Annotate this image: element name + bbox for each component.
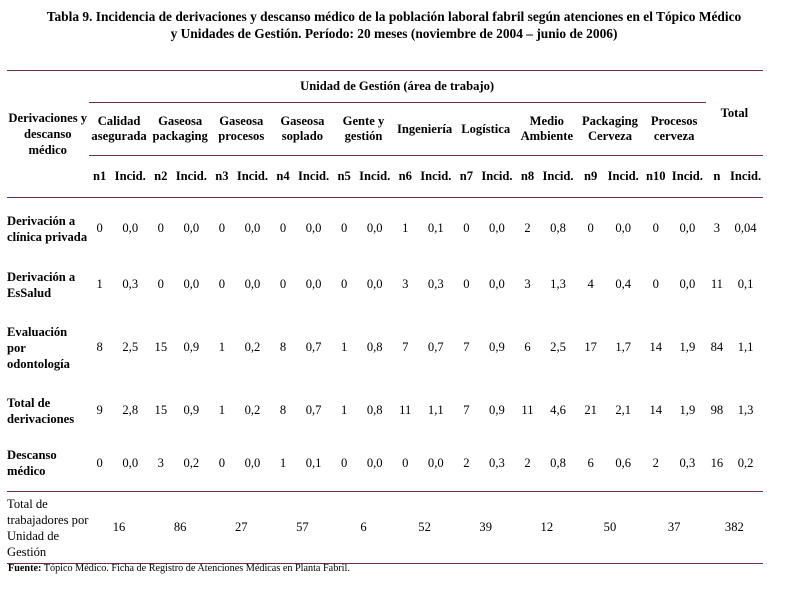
n-header: n10: [643, 156, 669, 198]
n-cell: 2: [524, 455, 531, 470]
n-header: n3: [211, 156, 233, 198]
incid-cell: 0,0: [478, 198, 517, 260]
n-cell: 8: [279, 340, 287, 354]
incid-cell: 0,8: [539, 198, 578, 260]
n-cell: 0: [340, 455, 348, 470]
total-header: Total: [706, 71, 763, 156]
unit-header: Packaging Cerveza: [581, 114, 638, 143]
n-cell: 14: [649, 340, 663, 354]
incid-cell: 0,8: [366, 403, 383, 417]
unit-header: Medio Ambiente: [520, 114, 574, 143]
n-cell: 1: [340, 403, 348, 417]
source-label: Fuente:: [8, 563, 42, 574]
table-row: [7, 198, 763, 260]
source-note: [8, 563, 350, 574]
incid-cell: 0,9: [489, 403, 505, 417]
n-cell: 0: [218, 455, 226, 470]
unit-header: Gaseosa soplado: [280, 114, 325, 143]
incid-cell: 1,7: [615, 340, 632, 354]
n-cell: 1: [218, 340, 226, 354]
unit-header: Ingeniería: [396, 121, 453, 136]
n-cell: 14: [649, 403, 663, 417]
subheader-row: [7, 156, 763, 198]
total-n-header: n: [706, 156, 728, 198]
n-cell: 4: [587, 277, 594, 291]
incid-cell: 0,0: [489, 277, 505, 291]
incid-header: Incid.: [172, 156, 211, 198]
incid-header: Incid.: [111, 156, 150, 198]
incid-cell: 0,0: [679, 277, 696, 291]
n-cell: 8: [96, 340, 103, 354]
n-cell: 16: [710, 455, 724, 470]
incid-cell: 0,0: [172, 198, 211, 260]
n-header: n6: [394, 156, 416, 198]
n-cell: 2: [463, 455, 470, 470]
totals-cell: 39: [455, 492, 516, 564]
incid-header: Incid.: [416, 156, 455, 198]
totals-cell: 86: [150, 492, 211, 564]
n-cell: 0: [333, 198, 355, 260]
row-header-label: Derivaciones y descanso médico: [7, 71, 89, 198]
incid-cell: 0,0: [366, 277, 383, 291]
incid-header: Incid.: [539, 156, 578, 198]
table-title: [6, 8, 782, 42]
n-header: n7: [455, 156, 477, 198]
row-label: Derivación a EsSalud: [7, 269, 76, 300]
incid-cell: 2,8: [122, 403, 139, 417]
incid-cell: 0,04: [728, 198, 763, 260]
incid-cell: 0,0: [669, 198, 706, 260]
incid-cell: 0,3: [122, 277, 139, 291]
incid-header: Incid.: [355, 156, 394, 198]
n-cell: 7: [463, 403, 470, 417]
incid-header: Incid.: [294, 156, 333, 198]
unit-header-row: [7, 103, 763, 156]
incid-cell: 0,0: [244, 455, 261, 470]
group-header: Unidad de Gestión (área de trabajo): [89, 71, 706, 103]
incid-cell: 2,5: [122, 340, 139, 354]
incid-header: Incid.: [604, 156, 643, 198]
totals-cell: 16: [89, 492, 150, 564]
incid-cell: 2,1: [615, 403, 632, 417]
n-cell: 0: [402, 455, 409, 470]
n-cell: 21: [584, 403, 597, 417]
incid-cell: 0,7: [427, 340, 444, 354]
n-cell: 11: [710, 277, 723, 291]
n-cell: 7: [402, 340, 409, 354]
n-cell: 2: [652, 455, 659, 470]
data-table: [7, 70, 763, 564]
totals-cell: 12: [516, 492, 577, 564]
n-cell: 17: [584, 340, 597, 354]
table-title-line-2: y Unidades de Gestión. Período: 20 meses (noviembre de 2004 – junio de 2006): [170, 26, 618, 41]
totals-cell: 50: [577, 492, 642, 564]
incid-cell: 0,6: [615, 455, 632, 470]
n-cell: 0: [643, 198, 669, 260]
row-label: Evaluación por odontología: [7, 324, 70, 371]
incid-cell: 1,9: [679, 340, 696, 354]
table-row: [7, 310, 763, 386]
incid-cell: 1,1: [427, 403, 444, 417]
unit-header: Gaseosa procesos: [218, 114, 265, 143]
n-cell: 0: [340, 277, 348, 291]
n-header: n5: [333, 156, 355, 198]
incid-cell: 0,8: [366, 340, 383, 354]
incid-cell: 4,6: [550, 403, 566, 417]
n-cell: 1: [340, 340, 348, 354]
n-cell: 0: [279, 277, 287, 291]
row-label: Descanso médico: [7, 448, 57, 479]
n-cell: 3: [524, 277, 531, 291]
n-header: n4: [272, 156, 294, 198]
incid-cell: 0,0: [604, 198, 643, 260]
table-body: [7, 198, 763, 492]
n-cell: 2: [516, 198, 538, 260]
totals-cell: 52: [394, 492, 455, 564]
incid-cell: 0,0: [111, 198, 150, 260]
incid-cell: 1,9: [679, 403, 696, 417]
n-cell: 9: [96, 403, 103, 417]
incid-cell: 0,0: [305, 277, 322, 291]
n-cell: 11: [521, 403, 534, 417]
incid-cell: 0,7: [305, 340, 322, 354]
n-cell: 0: [157, 277, 164, 291]
n-cell: 0: [150, 198, 172, 260]
incid-cell: 0,3: [679, 455, 696, 470]
incid-cell: 0,2: [244, 340, 261, 354]
unit-header: Logística: [461, 121, 511, 136]
n-cell: 15: [154, 340, 168, 354]
n-cell: 1: [218, 403, 226, 417]
table-title-line-1: Tabla 9. Incidencia de derivaciones y descanso médico de la población laboral fabril según atenciones en el Tópico Médico: [46, 9, 742, 24]
row-label: Total de derivaciones: [7, 395, 75, 426]
totals-cell: 37: [643, 492, 706, 564]
incid-cell: 0,0: [355, 198, 394, 260]
totals-cell: 6: [333, 492, 394, 564]
incid-header: Incid.: [478, 156, 517, 198]
unit-header: Procesos cerveza: [650, 114, 698, 143]
incid-cell: 1,3: [550, 277, 566, 291]
incid-cell: 0,0: [366, 455, 383, 470]
n-cell: 11: [399, 403, 412, 417]
n-header: n9: [577, 156, 603, 198]
n-cell: 0: [463, 277, 470, 291]
totals-row-label: Total de trabajadores por Unidad de Gestión: [7, 492, 89, 564]
table-row: [7, 386, 763, 436]
n-cell: 0: [89, 198, 111, 260]
incid-cell: 1,1: [737, 340, 754, 354]
incid-cell: 0,3: [489, 455, 505, 470]
incid-cell: 0,9: [489, 340, 505, 354]
incid-cell: 0,2: [183, 455, 200, 470]
incid-header: Incid.: [669, 156, 706, 198]
incid-cell: 0,7: [305, 403, 322, 417]
n-cell: 0: [455, 198, 477, 260]
n-header: n8: [516, 156, 538, 198]
incid-cell: 2,5: [550, 340, 566, 354]
incid-cell: 0,2: [737, 455, 754, 470]
n-cell: 6: [524, 340, 531, 354]
n-cell: 84: [710, 340, 724, 354]
unit-header: Calidad asegurada: [91, 114, 147, 143]
incid-cell: 0,4: [615, 277, 632, 291]
incid-cell: 1,3: [737, 403, 754, 417]
n-cell: 1: [96, 277, 103, 291]
source-text: Tópico Médico. Ficha de Registro de Atenciones Médicas en Planta Fabril.: [43, 563, 350, 574]
n-cell: 0: [272, 198, 294, 260]
n-cell: 0: [211, 198, 233, 260]
incid-header: Incid.: [233, 156, 272, 198]
incid-cell: 0,0: [244, 277, 261, 291]
incid-cell: 0,0: [233, 198, 272, 260]
n-cell: 1: [279, 455, 287, 470]
totals-cell: 27: [211, 492, 272, 564]
totals-cell-overall: 382: [706, 492, 763, 564]
table-row: [7, 260, 763, 310]
n-cell: 0: [218, 277, 226, 291]
total-incid-header: Incid.: [728, 156, 763, 198]
n-cell: 3: [402, 277, 409, 291]
incid-cell: 0,9: [183, 340, 200, 354]
n-header: n2: [150, 156, 172, 198]
n-cell: 0: [577, 198, 603, 260]
n-cell: 8: [279, 403, 287, 417]
incid-cell: 0,0: [183, 277, 200, 291]
totals-cell: 57: [272, 492, 333, 564]
incid-cell: 0,8: [550, 455, 566, 470]
n-cell: 0: [96, 455, 103, 470]
incid-cell: 0,9: [183, 403, 200, 417]
incid-cell: 0,0: [294, 198, 333, 260]
n-cell: 15: [154, 403, 168, 417]
table-row: [7, 436, 763, 492]
n-cell: 3: [157, 455, 164, 470]
incid-cell: 0,2: [244, 403, 261, 417]
incid-cell: 0,1: [737, 277, 754, 291]
n-cell: 7: [463, 340, 470, 354]
n-cell: 1: [394, 198, 416, 260]
n-cell: 98: [710, 403, 724, 417]
incid-cell: 0,1: [305, 455, 322, 470]
n-header: n1: [89, 156, 111, 198]
incid-cell: 0,1: [416, 198, 455, 260]
unit-header: Gente y gestión: [342, 114, 385, 143]
n-cell: 0: [652, 277, 659, 291]
n-cell: 6: [587, 455, 594, 470]
totals-row: [7, 492, 763, 564]
row-label: Derivación a clínica privada: [7, 198, 89, 260]
n-cell: 3: [706, 198, 728, 260]
incid-cell: 0,0: [427, 455, 444, 470]
incid-cell: 0,3: [427, 277, 444, 291]
incid-cell: 0,0: [122, 455, 139, 470]
unit-header: Gaseosa packaging: [152, 114, 208, 143]
